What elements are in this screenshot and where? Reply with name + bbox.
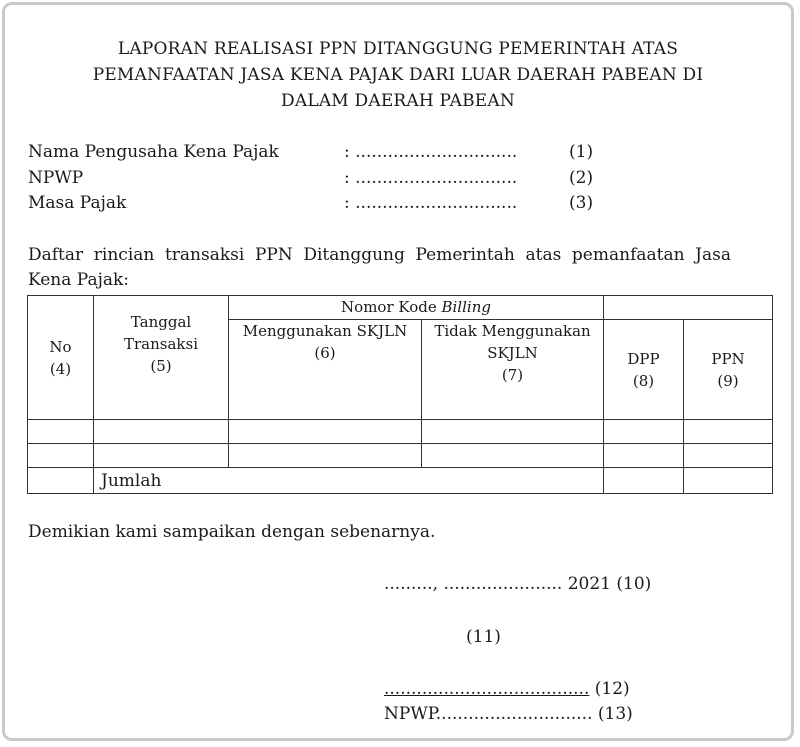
header-ppn <box>684 320 773 420</box>
header-dpp-number: (8) <box>632 371 655 390</box>
header-tidak-label-2: SKJLN <box>487 344 538 362</box>
title-line-3: DALAM DAERAH PABEAN <box>281 91 515 111</box>
table-row <box>28 444 773 468</box>
header-no <box>28 296 94 420</box>
field-npwp <box>28 166 628 190</box>
name-line <box>384 679 630 699</box>
table-cell <box>28 420 94 444</box>
header-kode-label: Nomor Kode <box>341 298 442 316</box>
table-row-jumlah <box>28 468 773 494</box>
header-tidak-label-1: Tidak Menggunakan <box>434 322 591 340</box>
field-nama-pengusaha <box>28 140 628 164</box>
table-cell <box>684 444 773 468</box>
header-nomor-kode-billing <box>229 296 604 320</box>
header-no-number: (4) <box>49 359 72 378</box>
field-label: Masa Pajak <box>28 193 127 213</box>
field-blank: : .............................. <box>344 193 518 213</box>
header-tanggal-label-2: Transaksi <box>123 334 198 353</box>
header-ppn-label: PPN <box>711 349 745 368</box>
table-row <box>28 420 773 444</box>
field-number: (2) <box>569 168 594 188</box>
header-tidak-skjln <box>422 320 604 420</box>
field-label: NPWP <box>28 168 84 188</box>
header-skjln <box>229 320 422 420</box>
table-cell <box>94 420 229 444</box>
table-cell <box>422 420 604 444</box>
name-number: (12) <box>594 679 630 699</box>
place-date-line: ........., ...................... 2021 (10) <box>384 574 652 594</box>
table-cell <box>684 420 773 444</box>
table-cell <box>684 468 773 494</box>
field-blank: : .............................. <box>344 168 518 188</box>
field-blank: : .............................. <box>344 142 518 162</box>
header-tanggal <box>94 296 229 420</box>
header-empty <box>604 296 773 320</box>
header-skjln-number: (6) <box>314 344 336 362</box>
table-cell <box>604 444 684 468</box>
header-kode-italic: Billing <box>441 298 491 316</box>
field-number: (1) <box>569 142 594 162</box>
signer-npwp-line: NPWP............................. (13) <box>384 704 633 724</box>
name-blank: ...................................... <box>384 679 590 699</box>
closing-statement: Demikian kami sampaikan dengan sebenarnya. <box>28 522 436 542</box>
table-cell <box>28 468 94 494</box>
header-ppn-number: (9) <box>717 371 739 390</box>
header-dpp <box>604 320 684 420</box>
header-tanggal-label-1: Tanggal <box>130 312 192 331</box>
transaction-table <box>27 295 773 494</box>
header-dpp-label: DPP <box>627 349 660 368</box>
title-line-1: LAPORAN REALISASI PPN DITANGGUNG PEMERINTAH ATAS <box>117 39 679 59</box>
field-masa-pajak <box>28 191 628 215</box>
header-tanggal-number: (5) <box>150 356 172 375</box>
field-label: Nama Pengusaha Kena Pajak <box>28 142 279 162</box>
table-cell <box>28 444 94 468</box>
intro-paragraph: Daftar rincian transaksi PPN Ditanggung Pemerintah atas pemanfaatan Jasa Kena Pajak: <box>28 245 731 290</box>
title-line-2: PEMANFAATAN JASA KENA PAJAK DARI LUAR DAERAH PABEAN DI <box>92 65 704 85</box>
header-skjln-label: Menggunakan SKJLN <box>242 322 408 340</box>
table-cell <box>229 420 422 444</box>
header-tidak-number: (7) <box>501 366 524 384</box>
table-cell <box>604 468 684 494</box>
header-no-label: No <box>49 337 72 356</box>
jumlah-label: Jumlah <box>94 468 604 494</box>
signature-number: (11) <box>466 627 501 647</box>
table-cell <box>604 420 684 444</box>
table-cell <box>422 444 604 468</box>
table-cell <box>94 444 229 468</box>
table-cell <box>229 444 422 468</box>
document-title <box>0 36 796 114</box>
field-number: (3) <box>569 193 594 213</box>
